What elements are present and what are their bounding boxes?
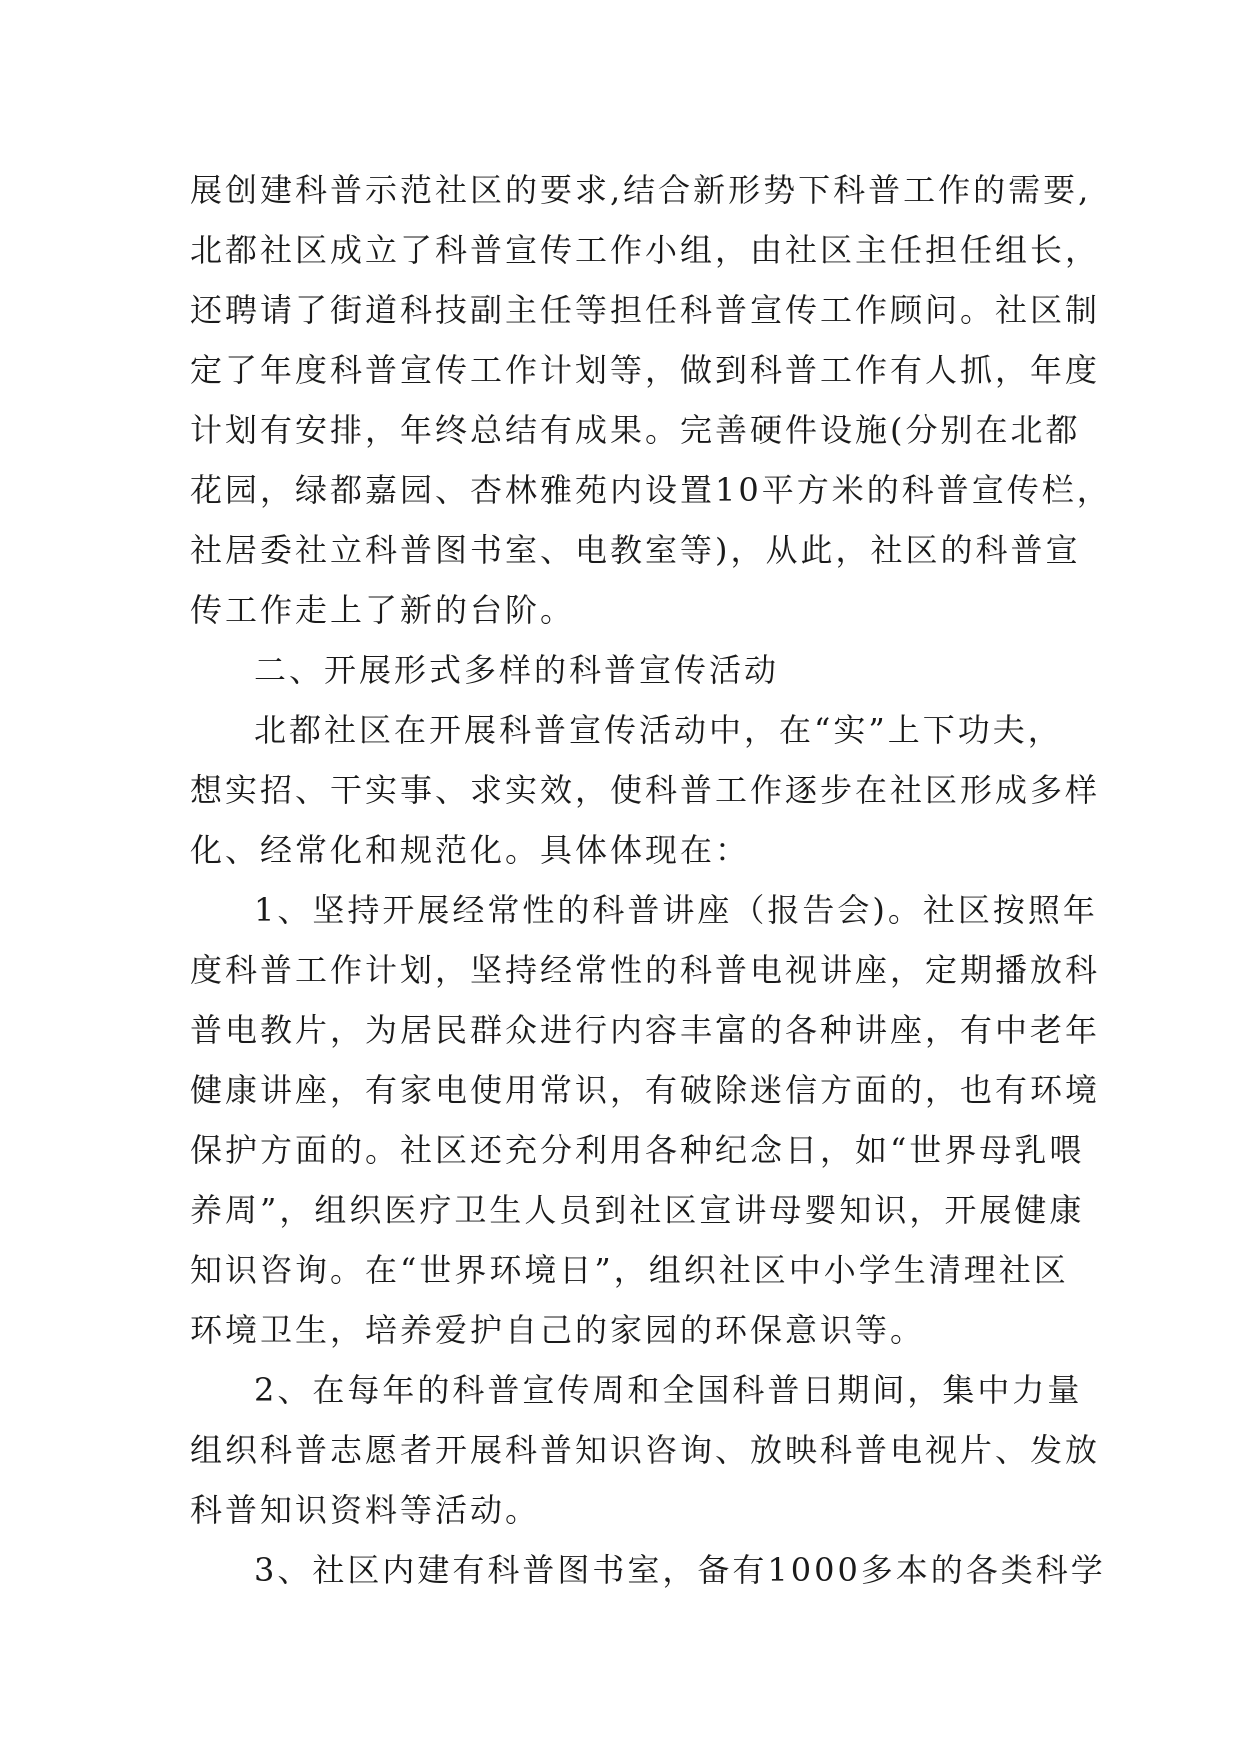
text-line: 想实招、干实事、求实效，使科普工作逐步在社区形成多样 xyxy=(190,771,1101,809)
text-line: 北都社区成立了科普宣传工作小组，由社区主任担任组长， xyxy=(190,231,1101,269)
text-line: 社居委社立科普图书室、电教室等)，从此，社区的科普宣 xyxy=(190,531,1081,569)
text-line: 科普知识资料等活动。 xyxy=(190,1491,541,1529)
text-line: 组织科普志愿者开展科普知识咨询、放映科普电视片、发放 xyxy=(190,1431,1101,1469)
text-line: 2、在每年的科普宣传周和全国科普日期间，集中力量 xyxy=(254,1371,1083,1409)
text-line: 3、社区内建有科普图书室，备有1000多本的各类科学 xyxy=(254,1551,1106,1589)
text-line: 展创建科普示范社区的要求,结合新形势下科普工作的需要, xyxy=(190,171,1092,209)
text-line: 养周”，组织医疗卫生人员到社区宣讲母婴知识，开展健康 xyxy=(190,1191,1085,1229)
text-line: 传工作走上了新的台阶。 xyxy=(190,591,576,629)
text-line: 环境卫生，培养爱护自己的家园的环保意识等。 xyxy=(190,1311,926,1349)
text-line: 计划有安排，年终总结有成果。完善硬件设施(分别在北都 xyxy=(190,411,1081,449)
text-line: 普电教片，为居民群众进行内容丰富的各种讲座，有中老年 xyxy=(190,1011,1101,1049)
text-line: 定了年度科普宣传工作计划等，做到科普工作有人抓，年度 xyxy=(190,351,1101,389)
text-line: 保护方面的。社区还充分利用各种纪念日，如“世界母乳喂 xyxy=(190,1131,1085,1169)
text-line: 北都社区在开展科普宣传活动中，在“实”上下功夫， xyxy=(254,711,1063,749)
text-line: 1、坚持开展经常性的科普讲座（报告会)。社区按照年 xyxy=(254,891,1098,929)
text-line: 度科普工作计划，坚持经常性的科普电视讲座，定期播放科 xyxy=(190,951,1101,989)
text-line: 化、经常化和规范化。具体体现在： xyxy=(190,831,751,869)
document-body xyxy=(190,160,1112,1600)
text-line: 还聘请了街道科技副主任等担任科普宣传工作顾问。社区制 xyxy=(190,291,1101,329)
text-line: 知识咨询。在“世界环境日”，组织社区中小学生清理社区 xyxy=(190,1251,1069,1289)
text-line: 花园，绿都嘉园、杏林雅苑内设置10平方米的科普宣传栏， xyxy=(190,471,1112,509)
text-line: 健康讲座，有家电使用常识，有破除迷信方面的，也有环境 xyxy=(190,1071,1101,1109)
section-heading: 二、开展形式多样的科普宣传活动 xyxy=(254,651,780,689)
